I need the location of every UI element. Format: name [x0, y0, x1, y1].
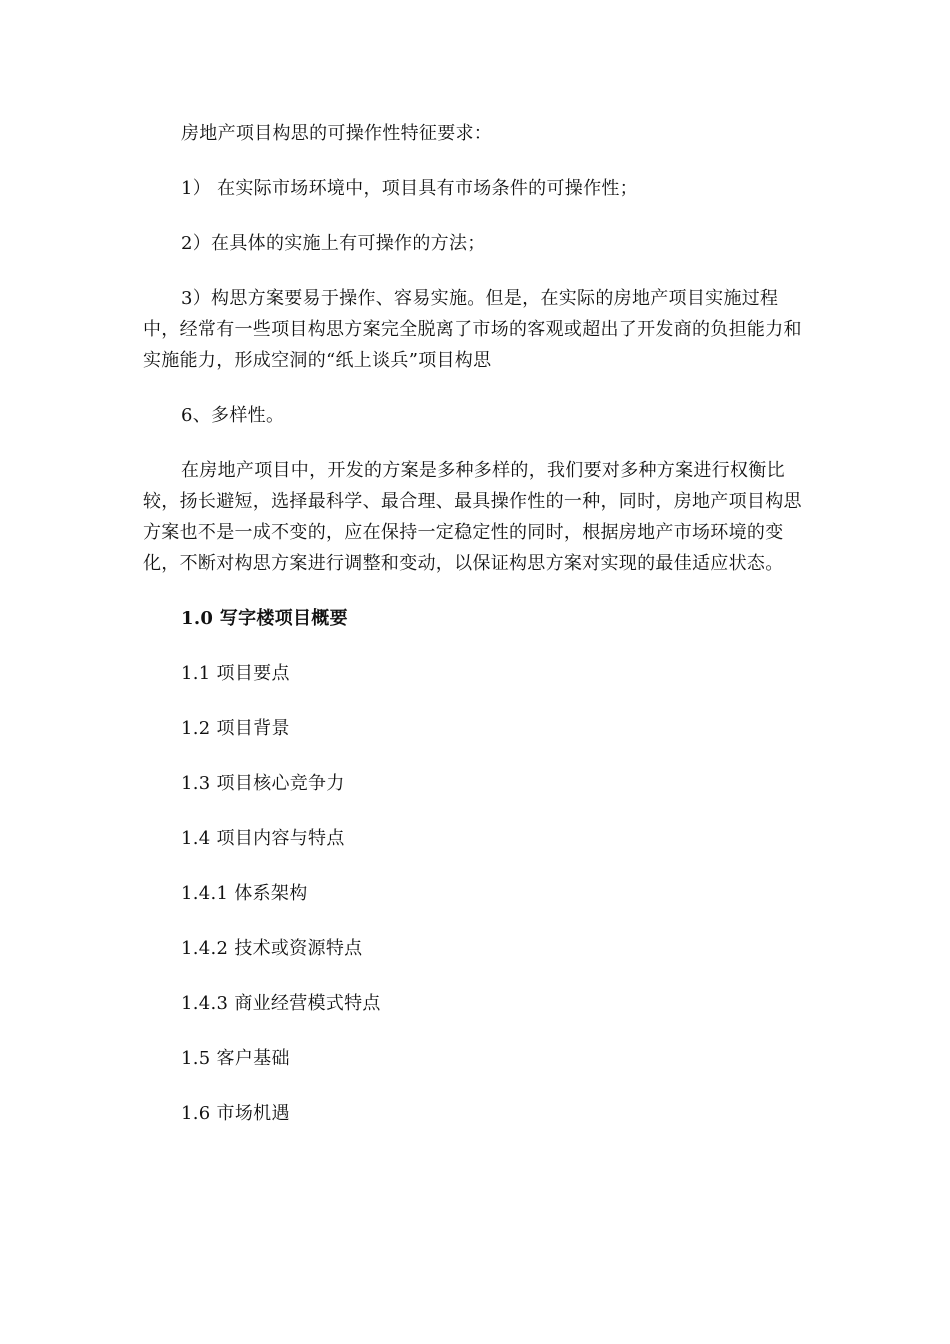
outline-item: 1.5 客户基础: [181, 1048, 290, 1069]
outline-list: [143, 658, 803, 1129]
section-heading: 1.0 写字楼项目概要: [181, 608, 348, 629]
outline-item: 1.3 项目核心竞争力: [181, 773, 345, 794]
outline-item: 1.2 项目背景: [181, 718, 290, 739]
paragraph-point-1: 1） 在实际市场环境中，项目具有市场条件的可操作性；: [181, 178, 638, 199]
paragraph-point-3: 3）构思方案要易于操作、容易实施。但是，在实际的房地产项目实施过程中，经常有一些项目构思方案完全脱离了市场的客观或超出了开发商的负担能力和实施能力，形成空洞的“纸上谈兵”项目构思: [143, 288, 802, 371]
outline-item: 1.4.2 技术或资源特点: [181, 938, 363, 959]
paragraph-diversity-heading: 6、多样性。: [181, 405, 285, 426]
document-body: [143, 118, 803, 1153]
outline-item: 1.1 项目要点: [181, 663, 290, 684]
outline-item: 1.4.1 体系架构: [181, 883, 308, 904]
paragraph-diversity-body: 在房地产项目中，开发的方案是多种多样的，我们要对多种方案进行权衡比较，扬长避短，选择最科学、最合理、最具操作性的一种，同时，房地产项目构思方案也不是一成不变的，应在保持一定稳定性的同时，根据房地产市场环境的变化，不断对构思方案进行调整和变动，以保证构思方案对实现的最佳适应状态。: [143, 460, 802, 574]
outline-item: 1.4 项目内容与特点: [181, 828, 345, 849]
outline-item: 1.4.3 商业经营模式特点: [181, 993, 381, 1014]
paragraph-operability-requirements: 房地产项目构思的可操作性特征要求：: [181, 123, 493, 144]
outline-item: 1.6 市场机遇: [181, 1103, 290, 1124]
paragraph-point-2: 2）在具体的实施上有可操作的方法；: [181, 233, 486, 254]
